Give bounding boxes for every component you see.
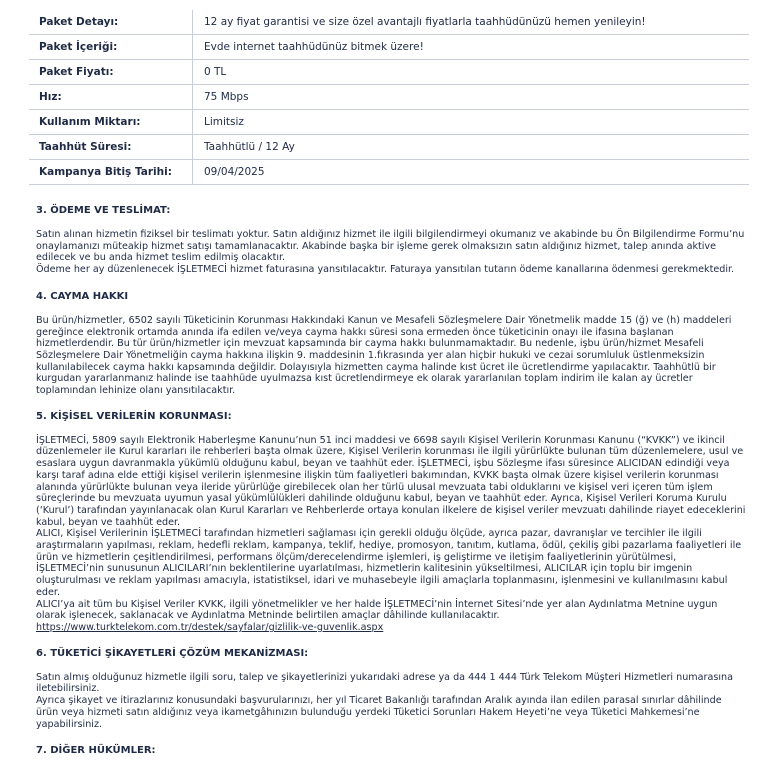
paragraph: Satın alınan hizmetin fiziksel bir teslimatı yoktur. Satın aldığınız hizmet ile ilgili bilgilendirmeyi okumanız ve akabinde bu Ön Bilgilendirme Formu’nu onaylamanızı müteakip hizmet satışı tamamlanacaktır. Akabinde başka bir işleme gerek olmaksızın satın aldığınız hizmet, talep anında aktive edilecek ve bu anda hizmet teslim edilmiş olacaktır. <box>36 229 745 264</box>
section-title: 5. KİŞİSEL VERİLERİN KORUNMASI: <box>36 410 232 422</box>
section-title: 4. CAYMA HAKKI <box>36 290 129 302</box>
paragraph: Ödeme her ay düzenlenecek İŞLETMECİ hizmet faturasına yansıtılacaktır. Faturaya yansıtılan tutarın ödeme kanallarına ödenmesi gerekmektedir. <box>36 264 735 276</box>
detail-value: Evde internet taahhüdünüz bitmek üzere! <box>193 35 750 60</box>
detail-label: Kampanya Bitiş Tarihi: <box>29 160 193 185</box>
package-details-table <box>29 10 749 185</box>
section-title: 7. DİĞER HÜKÜMLER: <box>36 745 156 757</box>
section-title: 3. ÖDEME VE TESLİMAT: <box>36 205 171 216</box>
paragraph <box>36 622 746 634</box>
table-row <box>29 35 749 60</box>
detail-label: Paket Fiyatı: <box>29 60 193 85</box>
table-row <box>29 60 749 85</box>
paragraph: ALICI’ya ait tüm bu Kişisel Veriler KVKK, ilgili yönetmelikler ve her halde İŞLETMECİ’nin İnternet Sitesi’nde yer alan Aydınlatma Metnine uygun olarak işlenecek, saklanacak ve Aydınlatma Metninde belirtilen amaçlar dâhilinde kullanılacaktır. <box>36 598 718 622</box>
paragraph: İŞLETMECİ, 5809 sayılı Elektronik Haberleşme Kanunu’nun 51 inci maddesi ve 6698 sayılı Kişisel Verilerin Korunması Kanunu (“KVKK”) ve ikincil düzenlemeler ile Kurul kararları ile rehberleri başta olmak üzere, Kişisel Verilerin korunması ile ilgili yürürlükte bulunan tüm düzenlemelere, usul ve esaslara uygun davranmakla yükümlü olduğunu kabul, beyan ve taahhüt eder. İŞLETMECİ, işbu Sözleşme ifası süresince ALICIDAN edindiği veya karşı taraf adına elde ettiği kişisel verilerin işlenmesine ilişkin tüm faaliyetleri bakımından, KVKK başta olmak üzere kişisel verilerin korunması alanında yürürlükte bulunan veya ileride yürürlüğe girebilecek olan her türlü ulusal mevzuata tabi olduklarını ve kişisel veri içeren tüm işlem süreçlerinde bu mevzuata uyumun yasal yükümlülükleri dahilinde olduğunu kabul, beyan ve taahhüt eder. Ayrıca, Kişisel Verileri Koruma Kurulu (‘Kurul’) tarafından yayınlanacak olan Kurul Kararları ve Rehberlerde ortaya konulan ilkelere de kişisel veriler mevzuatı dahilinde riayet edeceklerini kabul, beyan ve taahhüt eder. <box>36 434 746 528</box>
detail-label: Taahhüt Süresi: <box>29 135 193 160</box>
table-row <box>29 85 749 110</box>
table-row <box>29 110 749 135</box>
section-complaints <box>36 647 746 731</box>
section-other-provisions <box>36 744 746 757</box>
detail-value: 09/04/2025 <box>193 160 750 185</box>
detail-label: Kullanım Miktarı: <box>29 110 193 135</box>
table-row <box>29 10 749 35</box>
detail-value: 0 TL <box>193 60 750 85</box>
paragraph: Bu ürün/hizmetler, 6502 sayılı Tüketicinin Korunması Hakkındaki Kanun ve Mesafeli Sözleşmelere Dair Yönetmelik madde 15 (ğ) ve (h) maddeleri gereğince elektronik ortamda anında ifa edilen ve/veya cayma hakkı süresi sona ermeden önce tüketicinin onayı ile ifasına başlanan hizmetlerdendir. Bu tür ürün/hizmetler için mevzuat kapsamında bir cayma hakkı bulunmamaktadır. Bu nedenle, işbu ürün/hizmet Mesafeli Sözleşmelere Dair Yönetmeliğin cayma hakkına ilişkin 9. maddesinin 1.fıkrasında yer alan hiçbir hukuki ve cezai sorumluluk üstlenmeksizin kullanılabilecek cayma hakkı kapsamında değildir. Dolayısıyla hizmetten cayma halinde kıst ücret ile ücretlendirme yapılacaktır. Taahhütlü bir kurgudan yararlanmanız halinde ise taahhüde uyulmazsa kıst ücretlendirmeye ek olarak yararlanılan toplam indirim ile kalan ay ücretler toplamından lehinize olanı yansıtılacaktır. <box>36 314 732 397</box>
detail-value: Limitsiz <box>193 110 750 135</box>
detail-value: Taahhütlü / 12 Ay <box>193 135 750 160</box>
paragraph: Satın almış olduğunuz hizmetle ilgili soru, talep ve şikayetlerinizi yukarıdaki adrese ya da 444 1 444 Türk Telekom Müşteri Hizmetleri numarasına iletebilirsiniz. <box>36 671 733 695</box>
table-row <box>29 160 749 185</box>
detail-label: Hız: <box>29 85 193 110</box>
table-row <box>29 135 749 160</box>
paragraph: Ayrıca şikayet ve itirazlarınız konusundaki başvurularınızı, her yıl Ticaret Bakanlığı tarafından Aralık ayında ilan edilen parasal sınırlar dâhilinde ürün veya hizmeti satın aldığınız veya ikametgâhınızın bulunduğu yerdeki Tüketici Sorunları Hakem Heyeti’ne veya Tüketici Mahkemesi’ne yapabilirsiniz. <box>36 695 722 730</box>
section-personal-data <box>36 410 746 634</box>
detail-value: 12 ay fiyat garantisi ve size özel avantajlı fiyatlarla taahhüdünüzü hemen yenileyin! <box>193 10 750 35</box>
section-payment-delivery <box>36 204 746 276</box>
section-withdrawal-right <box>36 290 746 397</box>
detail-label: Paket Detayı: <box>29 10 193 35</box>
section-title: 6. TÜKETİCİ ŞİKAYETLERİ ÇÖZÜM MEKANİZMASI: <box>36 647 309 659</box>
terms-content <box>36 204 746 768</box>
privacy-policy-link[interactable]: https://www.turktelekom.com.tr/destek/sayfalar/gizlilik-ve-guvenlik.aspx <box>36 621 384 633</box>
detail-value: 75 Mbps <box>193 85 750 110</box>
paragraph: ALICI, Kişisel Verilerinin İŞLETMECİ tarafından hizmetleri sağlaması için gerekli olduğu ölçüde, ayrıca pazar, davranışlar ve tercihler ile ilgili araştırmaların yapılması, reklam, hedefli reklam, kampanya, teklif, hediye, promosyon, tanıtım, kutlama, ödül, çekiliş gibi pazarlama faaliyetleri ile ürün ve hizmetlerin çeşitlendirilmesi, performans ölçüm/derecelendirme işlemleri, iş geliştirme ve iletişim faaliyetlerinin yürütülmesi, İŞLETMECİ’nin sunusunun ALICILARI’nın beklentilerine uyarlatılması, hizmetlerin kalitesinin yükseltilmesi, ALICILAR için toplu bir imgenin oluşturulması ve reklam yapılması amacıyla, istatistiksel, idari ve muhasebeyle ilgili amaçlarla toplanmasını, işlenmesini ve kullanılmasını kabul eder. <box>36 528 742 598</box>
detail-label: Paket İçeriği: <box>29 35 193 60</box>
